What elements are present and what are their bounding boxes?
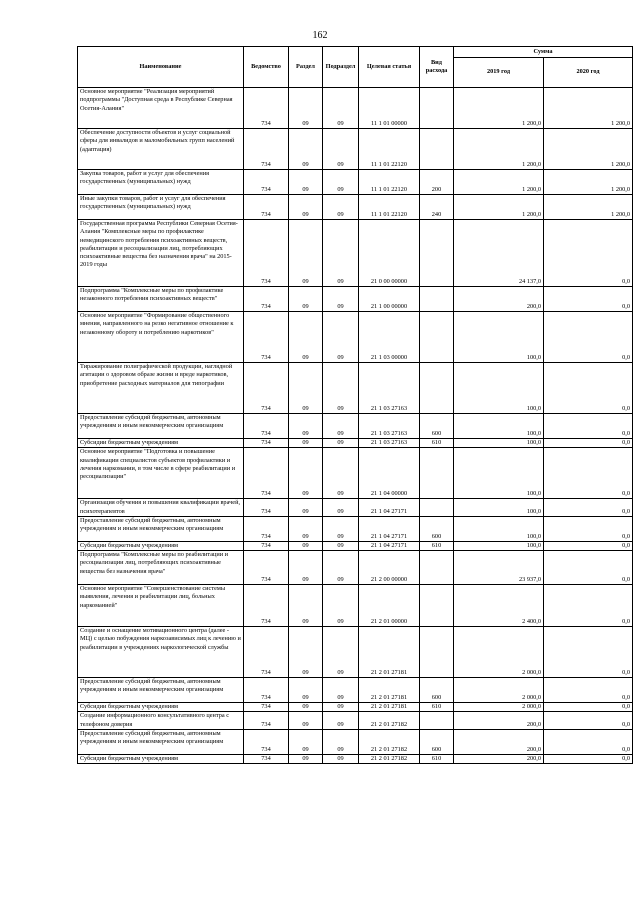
row-sum-2020: 0,0 [544,755,633,764]
row-target: 11 1 01 22120 [359,129,420,170]
row-target: 11 1 01 00000 [359,88,420,129]
row-section: 09 [289,730,323,755]
table-row [78,414,633,439]
row-expense-type [420,363,454,414]
row-sum-2020: 1 200,0 [544,88,633,129]
row-sum-2020: 0,0 [544,516,633,541]
row-section: 09 [289,220,323,287]
row-name: Субсидии бюджетным учреждениям [78,703,244,712]
row-sum-2020: 0,0 [544,287,633,312]
row-sum-2019: 100,0 [454,312,544,363]
row-name: Предоставление субсидий бюджетным, автономным учреждениям и иным некоммерческим организациям [78,678,244,703]
table-row [78,541,633,550]
row-target: 21 2 00 00000 [359,551,420,585]
row-subsection: 09 [323,712,359,730]
row-target: 21 2 01 27181 [359,678,420,703]
row-subsection: 09 [323,551,359,585]
row-sum-2019: 100,0 [454,448,544,499]
row-sum-2019: 100,0 [454,499,544,517]
row-section: 09 [289,516,323,541]
row-sum-2019: 100,0 [454,414,544,439]
row-ministry: 734 [244,195,289,220]
row-ministry: 734 [244,678,289,703]
row-expense-type: 240 [420,195,454,220]
row-ministry: 734 [244,585,289,627]
row-target: 21 2 01 27181 [359,703,420,712]
row-sum-2020: 1 200,0 [544,170,633,195]
row-ministry: 734 [244,287,289,312]
row-subsection: 09 [323,678,359,703]
row-section: 09 [289,627,323,678]
header-expense-type: Вид расхода [420,47,454,88]
row-ministry: 734 [244,541,289,550]
row-target: 21 2 01 00000 [359,585,420,627]
row-expense-type: 600 [420,414,454,439]
row-sum-2020: 0,0 [544,448,633,499]
row-sum-2019: 1 200,0 [454,170,544,195]
row-target: 11 1 01 22120 [359,195,420,220]
row-section: 09 [289,88,323,129]
row-target: 21 1 03 27163 [359,439,420,448]
row-section: 09 [289,755,323,764]
row-name: Создание и оснащение мотивационного центра (далее - МЦ) с целью побуждения наркозависимых лиц к лечению и реабилитации в учреждениях наркологической службы [78,627,244,678]
row-name: Иные закупки товаров, работ и услуг для обеспечения государственных (муниципальных) нужд [78,195,244,220]
row-target: 21 2 01 27182 [359,755,420,764]
table-row [78,312,633,363]
row-name: Создание информационного консультативного центра с телефоном доверия [78,712,244,730]
row-sum-2020: 0,0 [544,551,633,585]
row-ministry: 734 [244,220,289,287]
row-expense-type [420,585,454,627]
row-section: 09 [289,414,323,439]
row-name: Основное мероприятие "Подготовка и повышение квалификации специалистов субъектов профилактики и лечения наркомании, в том числе в сфере реабилитации и ресоциализации" [78,448,244,499]
row-name: Организация обучения и повышения квалификации врачей, психотерапевтов [78,499,244,517]
row-sum-2020: 0,0 [544,703,633,712]
row-subsection: 09 [323,439,359,448]
row-ministry: 734 [244,730,289,755]
table-row [78,439,633,448]
row-section: 09 [289,712,323,730]
row-ministry: 734 [244,448,289,499]
row-ministry: 734 [244,414,289,439]
row-section: 09 [289,287,323,312]
row-subsection: 09 [323,448,359,499]
row-section: 09 [289,678,323,703]
row-name: Обеспечение доступности объектов и услуг социальной сферы для инвалидов и маломобильных групп населений (адаптация) [78,129,244,170]
row-sum-2020: 0,0 [544,627,633,678]
row-sum-2019: 200,0 [454,287,544,312]
row-sum-2020: 0,0 [544,678,633,703]
row-sum-2020: 0,0 [544,220,633,287]
row-subsection: 09 [323,516,359,541]
row-target: 21 0 00 00000 [359,220,420,287]
row-subsection: 09 [323,627,359,678]
row-expense-type: 200 [420,170,454,195]
row-target: 21 1 04 27171 [359,541,420,550]
row-ministry: 734 [244,88,289,129]
row-section: 09 [289,129,323,170]
row-sum-2019: 100,0 [454,363,544,414]
row-subsection: 09 [323,312,359,363]
table-body [78,88,633,764]
row-target: 21 2 01 27181 [359,627,420,678]
table-row [78,585,633,627]
row-name: Основное мероприятие "Совершенствование системы выявления, лечения и реабилитации лиц, больных наркоманией" [78,585,244,627]
row-target: 21 1 00 00000 [359,287,420,312]
header-sum: Сумма [454,47,633,58]
table-row [78,755,633,764]
row-subsection: 09 [323,585,359,627]
table-row [78,730,633,755]
row-sum-2019: 100,0 [454,516,544,541]
row-expense-type [420,448,454,499]
row-target: 21 1 04 27171 [359,516,420,541]
row-ministry: 734 [244,129,289,170]
table-row [78,448,633,499]
table-row [78,678,633,703]
table-row [78,516,633,541]
row-ministry: 734 [244,499,289,517]
row-expense-type: 610 [420,439,454,448]
table-row [78,195,633,220]
row-ministry: 734 [244,312,289,363]
header-name: Наименование [78,47,244,88]
row-sum-2019: 23 937,0 [454,551,544,585]
row-sum-2019: 200,0 [454,755,544,764]
table-row [78,129,633,170]
row-sum-2019: 100,0 [454,541,544,550]
row-subsection: 09 [323,499,359,517]
row-section: 09 [289,585,323,627]
row-expense-type [420,88,454,129]
row-sum-2020: 0,0 [544,312,633,363]
row-section: 09 [289,363,323,414]
row-name: Государственная программа Республики Северная Осетия-Алания "Комплексные меры по профилактике немедицинского потребления психоактивных веществ, реабилитации и ресоциализации лиц, потребляющих психоактивные вещества без назначения врача" на 2015-2019 годы [78,220,244,287]
row-target: 21 1 03 00000 [359,312,420,363]
row-expense-type: 610 [420,755,454,764]
row-target: 21 1 04 27171 [359,499,420,517]
row-sum-2020: 0,0 [544,541,633,550]
row-ministry: 734 [244,170,289,195]
row-name: Субсидии бюджетным учреждениям [78,541,244,550]
row-sum-2020: 0,0 [544,414,633,439]
row-sum-2019: 1 200,0 [454,88,544,129]
row-expense-type: 610 [420,703,454,712]
row-expense-type [420,627,454,678]
row-subsection: 09 [323,88,359,129]
table-row [78,499,633,517]
row-sum-2019: 100,0 [454,439,544,448]
row-expense-type [420,551,454,585]
row-subsection: 09 [323,195,359,220]
row-sum-2020: 1 200,0 [544,195,633,220]
row-sum-2019: 1 200,0 [454,129,544,170]
table-row [78,88,633,129]
row-subsection: 09 [323,541,359,550]
row-subsection: 09 [323,703,359,712]
header-section: Раздел [289,47,323,88]
row-section: 09 [289,195,323,220]
row-sum-2020: 0,0 [544,712,633,730]
row-expense-type [420,220,454,287]
row-section: 09 [289,312,323,363]
header-target: Целевая статья [359,47,420,88]
row-sum-2019: 2 400,0 [454,585,544,627]
row-ministry: 734 [244,712,289,730]
row-expense-type [420,287,454,312]
row-subsection: 09 [323,755,359,764]
table-row [78,703,633,712]
table-row [78,551,633,585]
row-section: 09 [289,541,323,550]
row-name: Предоставление субсидий бюджетным, автономным учреждениям и иным некоммерческим организациям [78,516,244,541]
row-target: 11 1 01 22120 [359,170,420,195]
row-subsection: 09 [323,363,359,414]
row-sum-2019: 1 200,0 [454,195,544,220]
row-subsection: 09 [323,730,359,755]
row-expense-type [420,129,454,170]
row-name: Подпрограмма "Комплексные меры по реабилитации и ресоциализации лиц, потребляющих психоактивные вещества без назначения врача" [78,551,244,585]
row-ministry: 734 [244,703,289,712]
row-expense-type: 610 [420,541,454,550]
table-row [78,220,633,287]
row-section: 09 [289,170,323,195]
row-expense-type: 600 [420,516,454,541]
table-row [78,363,633,414]
row-sum-2020: 0,0 [544,499,633,517]
row-subsection: 09 [323,170,359,195]
row-expense-type [420,712,454,730]
row-sum-2019: 200,0 [454,730,544,755]
row-subsection: 09 [323,414,359,439]
row-target: 21 1 03 27163 [359,414,420,439]
row-sum-2019: 2 000,0 [454,627,544,678]
row-section: 09 [289,439,323,448]
row-target: 21 1 03 27163 [359,363,420,414]
row-ministry: 734 [244,627,289,678]
row-section: 09 [289,551,323,585]
row-sum-2020: 0,0 [544,363,633,414]
row-ministry: 734 [244,516,289,541]
row-expense-type [420,499,454,517]
row-sum-2020: 1 200,0 [544,129,633,170]
row-ministry: 734 [244,755,289,764]
table-row [78,287,633,312]
row-section: 09 [289,703,323,712]
row-section: 09 [289,499,323,517]
row-name: Субсидии бюджетным учреждениям [78,755,244,764]
table-row [78,627,633,678]
budget-table [77,46,633,764]
row-sum-2020: 0,0 [544,585,633,627]
row-sum-2020: 0,0 [544,439,633,448]
header-ministry: Ведомство [244,47,289,88]
row-subsection: 09 [323,129,359,170]
row-target: 21 1 04 00000 [359,448,420,499]
table-row [78,712,633,730]
row-name: Тиражирование полиграфической продукции, наглядной агитации о здоровом образе жизни и вреде наркотиков, приобретение расходных материалов для типографии [78,363,244,414]
row-ministry: 734 [244,551,289,585]
header-2019: 2019 год [454,58,544,88]
row-subsection: 09 [323,220,359,287]
row-ministry: 734 [244,439,289,448]
table-row [78,170,633,195]
row-name: Предоставление субсидий бюджетным, автономным учреждениям и иным некоммерческим организациям [78,730,244,755]
row-expense-type [420,312,454,363]
row-name: Закупка товаров, работ и услуг для обеспечения государственных (муниципальных) нужд [78,170,244,195]
row-expense-type: 600 [420,730,454,755]
row-subsection: 09 [323,287,359,312]
row-sum-2019: 2 000,0 [454,678,544,703]
row-sum-2019: 2 000,0 [454,703,544,712]
row-sum-2020: 0,0 [544,730,633,755]
row-name: Основное мероприятие "Формирование общественного мнения, направленного на резко негативное отношение к незаконному обороту и потреблению наркотиков" [78,312,244,363]
row-sum-2019: 24 137,0 [454,220,544,287]
header-subsection: Подраздел [323,47,359,88]
row-target: 21 2 01 27182 [359,712,420,730]
page-number: 162 [312,30,328,41]
row-name: Основное мероприятие "Реализация мероприятий подпрограммы "Доступная среда в Республике Северная Осетия-Алания" [78,88,244,129]
row-sum-2019: 200,0 [454,712,544,730]
row-name: Предоставление субсидий бюджетным, автономным учреждениям и иным некоммерческим организациям [78,414,244,439]
row-ministry: 734 [244,363,289,414]
row-section: 09 [289,448,323,499]
header-2020: 2020 год [544,58,633,88]
row-name: Подпрограмма "Комплексные меры по профилактике незаконного потребления психоактивных веществ" [78,287,244,312]
row-name: Субсидии бюджетным учреждениям [78,439,244,448]
row-expense-type: 600 [420,678,454,703]
row-target: 21 2 01 27182 [359,730,420,755]
